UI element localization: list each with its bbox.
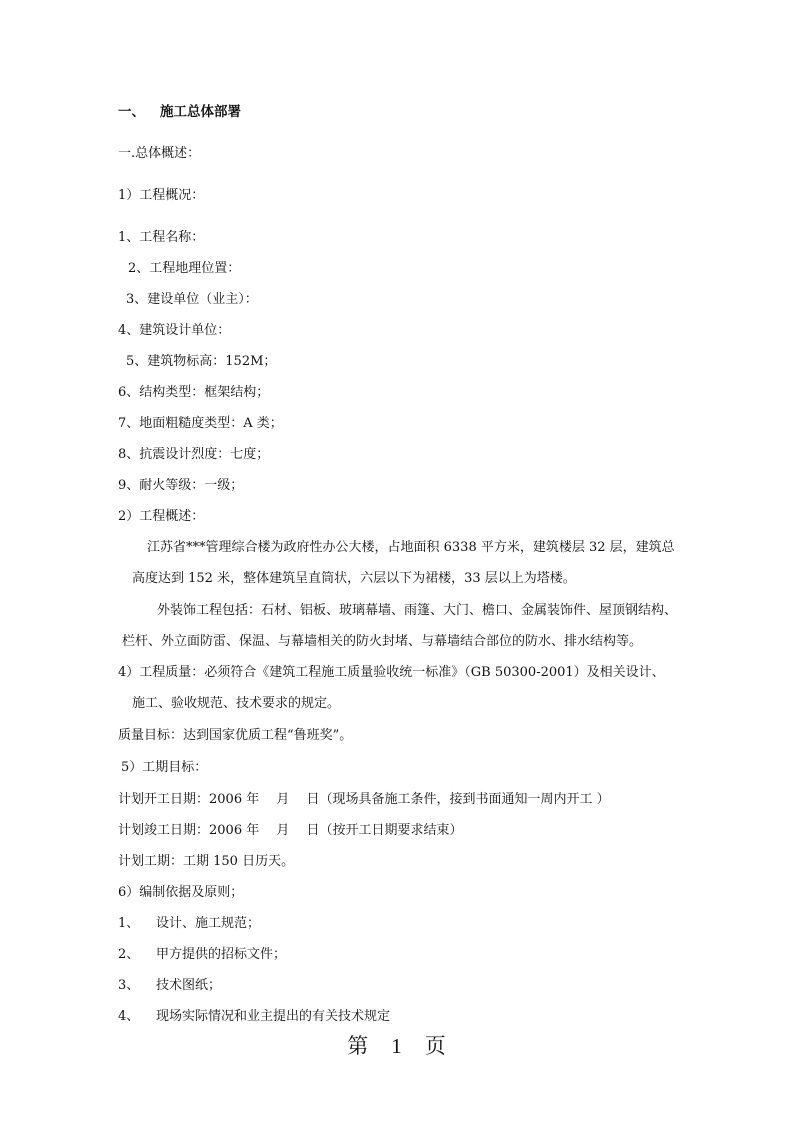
basis-item-text: 设计、施工规范； [156, 916, 261, 931]
item-location: 2、工程地理位置： [128, 261, 241, 276]
basis-item [118, 947, 286, 963]
item-designer: 4、建筑设计单位： [118, 323, 231, 338]
schedule-title: 5）工期目标： [121, 760, 208, 775]
quality-goal: 质量目标：达到国家优质工程“鲁班奖”。 [118, 728, 353, 743]
quality-line2: 施工、验收规范、技术要求的规定。 [132, 696, 341, 711]
item-ground-roughness: 7、地面粗糙度类型：A 类； [118, 416, 283, 431]
section-heading [118, 104, 241, 120]
project-overview-title: 1）工程概况： [118, 188, 205, 203]
basis-item [118, 978, 221, 994]
item-elevation: 5、建筑物标高：152M； [126, 354, 277, 369]
plan-finish-date: 计划竣工日期：2006 年 月 日（按开工日期要求结束） [118, 823, 463, 838]
basis-item-number: 4、 [118, 1009, 140, 1024]
basis-title: 6）编制依据及原则； [118, 885, 244, 900]
summary-para1-line2: 高度达到 152 米，整体建筑呈直筒状，六层以下为裙楼，33 层以上为塔楼。 [132, 571, 576, 586]
summary-para2-line1: 外装饰工程包括：石材、铝板、玻璃幕墙、雨篷、大门、檐口、金属装饰件、屋顶钢结构、 [157, 603, 678, 618]
basis-item-text: 甲方提供的招标文件； [156, 947, 287, 962]
basis-item [118, 1009, 390, 1025]
basis-item [118, 916, 260, 932]
heading-title: 施工总体部署 [160, 104, 241, 120]
overview-title: 一.总体概述： [118, 146, 201, 161]
project-summary-title: 2）工程概述： [118, 509, 205, 524]
plan-start-date: 计划开工日期：2006 年 月 日（现场具备施工条件，接到书面通知一周内开工 ） [118, 792, 610, 807]
page-number: 第 1 页 [347, 1034, 447, 1058]
basis-item-text: 技术图纸； [156, 978, 222, 993]
summary-para2-line2: 栏杆、外立面防雷、保温、与幕墙相关的防火封堵、与幕墙结合部位的防水、排水结构等。 [122, 634, 643, 649]
plan-duration: 计划工期：工期 150 日历天。 [118, 854, 295, 869]
basis-item-number: 1、 [118, 916, 140, 931]
quality-line1: 4）工程质量：必须符合《建筑工程施工质量验收统一标准》（GB 50300-2001）及相关设计、 [118, 665, 665, 680]
basis-item-number: 3、 [118, 978, 140, 993]
item-seismic-intensity: 8、抗震设计烈度：七度； [118, 447, 270, 462]
item-project-name: 1、工程名称： [118, 230, 205, 245]
item-structure-type: 6、结构类型：框架结构； [118, 385, 270, 400]
basis-item-number: 2、 [118, 947, 140, 962]
item-fire-rating: 9、耐火等级：一级； [118, 478, 244, 493]
item-owner: 3、建设单位（业主）： [126, 292, 258, 307]
summary-para1-line1: 江苏省***管理综合楼为政府性办公大楼，占地面积 6338 平方米，建筑楼层 32 层，建筑总 [147, 540, 675, 555]
heading-number: 一、 [118, 104, 145, 120]
basis-item-text: 现场实际情况和业主提出的有关技术规定 [156, 1009, 391, 1024]
